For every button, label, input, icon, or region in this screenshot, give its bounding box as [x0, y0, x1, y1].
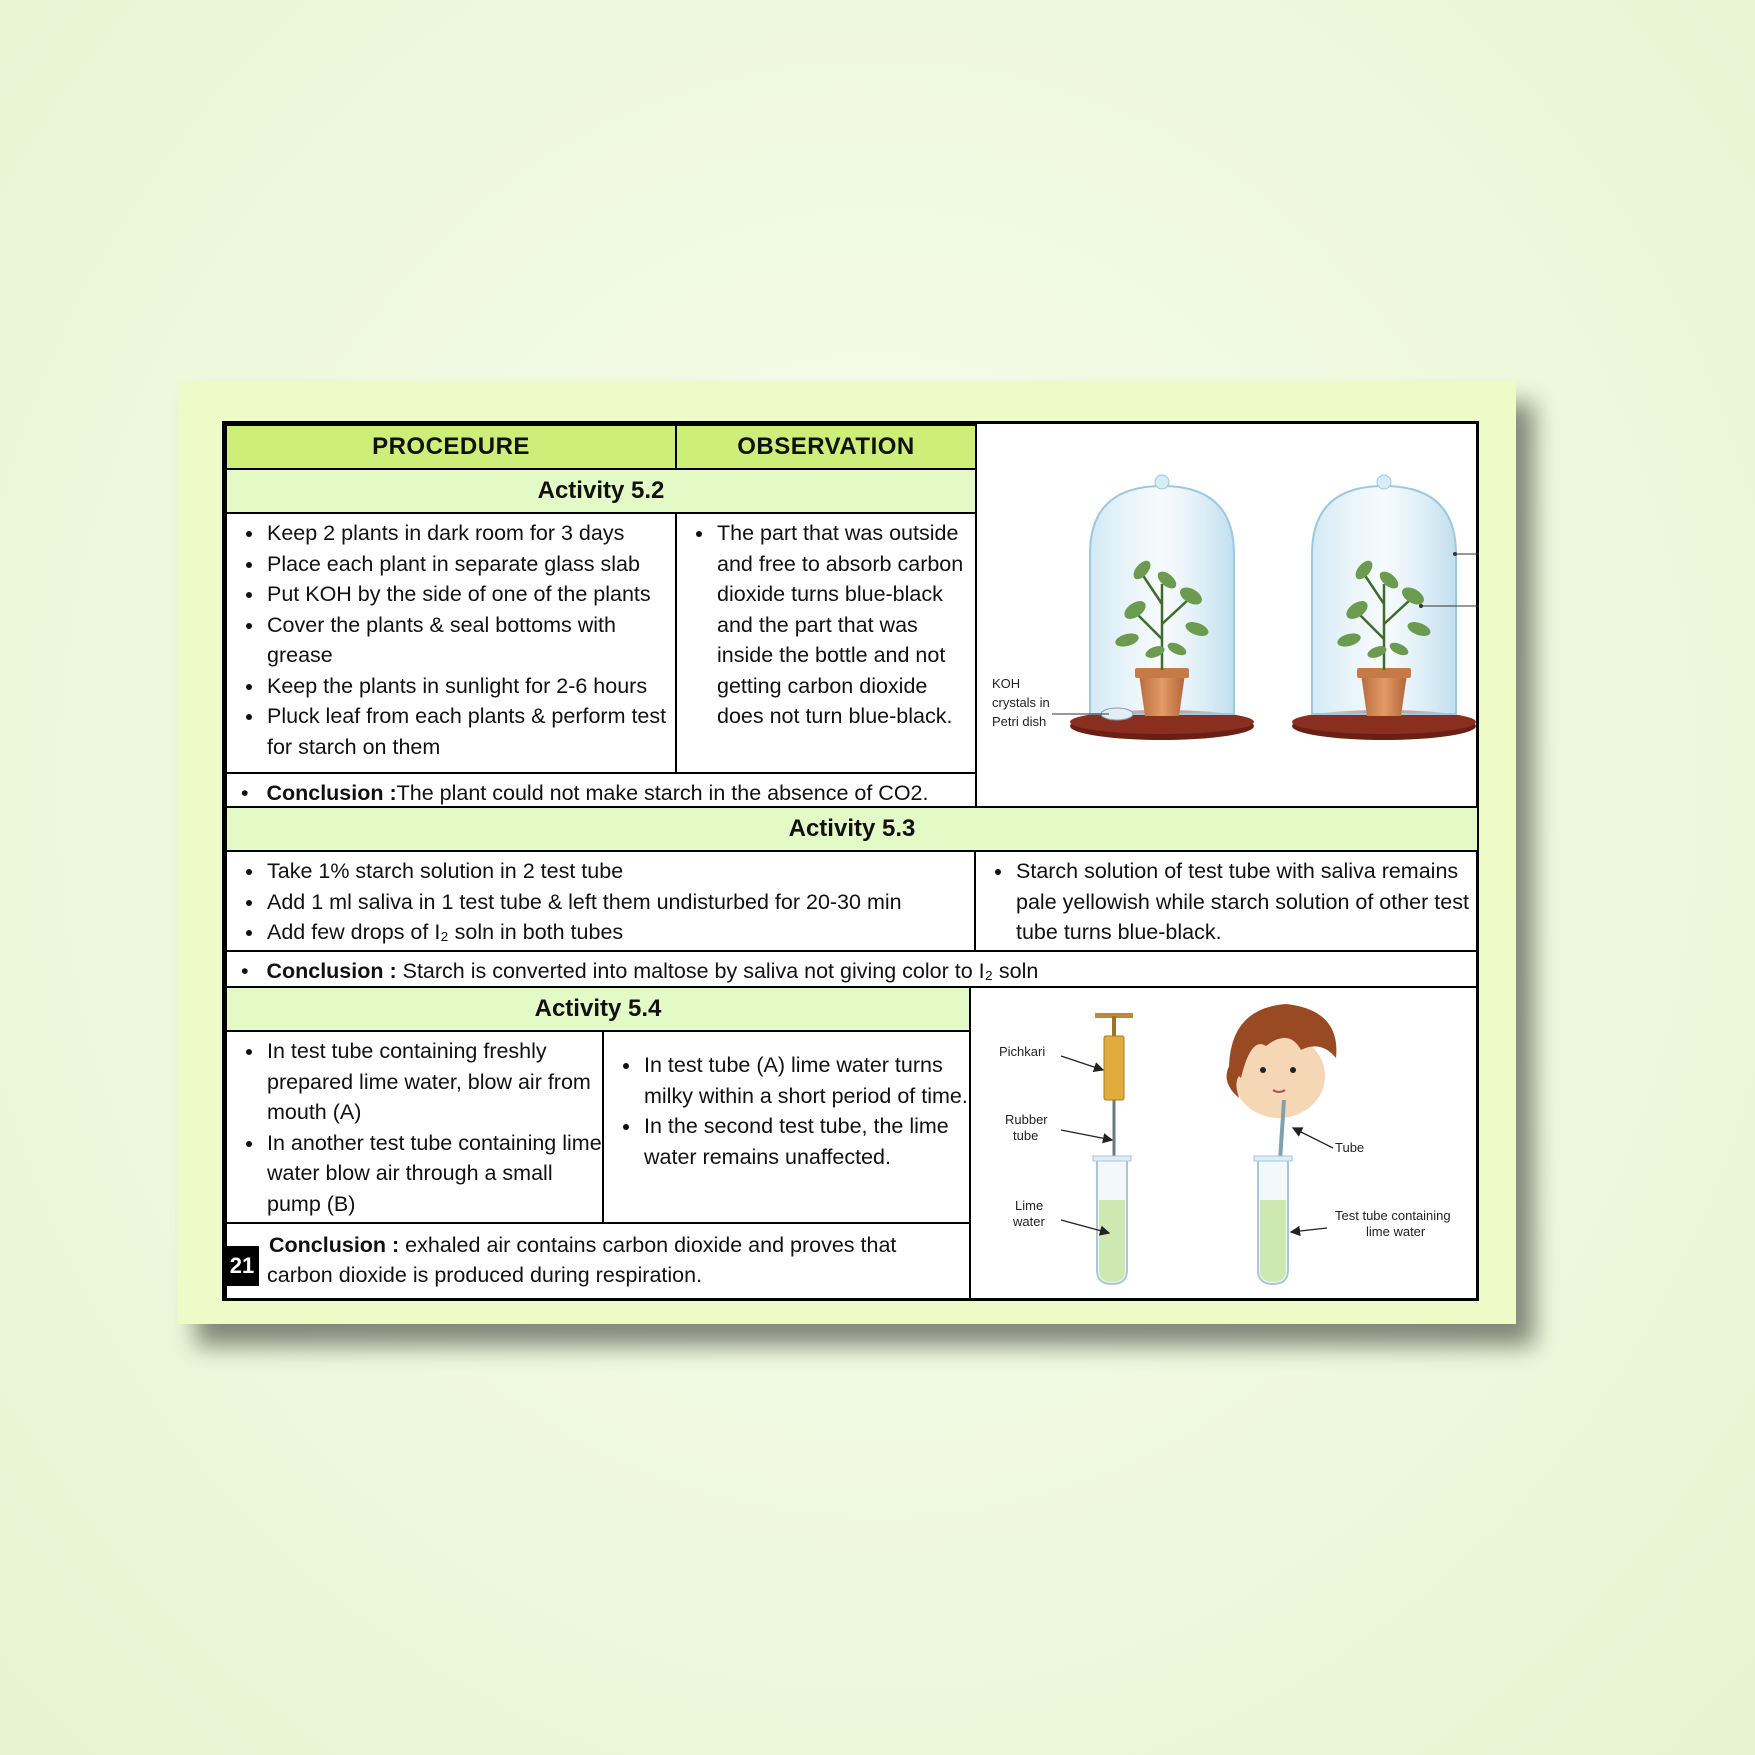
conclusion-label: Conclusion : — [266, 959, 397, 983]
koh-label-line3: Petri dish — [992, 714, 1047, 729]
tube-label: Tube — [1335, 1140, 1365, 1155]
activity-5-2-procedure — [225, 512, 677, 774]
procedure-list — [227, 1036, 602, 1219]
bell-jar-figure — [975, 424, 1479, 808]
procedure-step: • Place each plant in separate glass slab — [265, 549, 675, 580]
activity-5-3-procedure — [225, 850, 976, 952]
koh-label-line1: KOH — [992, 676, 1021, 691]
bell-jar-illustration — [977, 424, 1479, 808]
observation-list — [604, 1050, 969, 1172]
boy-blowing-setup — [1227, 1004, 1337, 1284]
procedure-header: PROCEDURE — [225, 424, 677, 470]
conclusion-label: Conclusion : — [269, 1233, 400, 1257]
procedure-step: • In another test tube containing lime water blow air through a small pump (B) — [265, 1128, 602, 1220]
activity-5-4-observation — [602, 1030, 971, 1224]
procedure-step: • In test tube containing freshly prepared lime water, blow air from mouth (A) — [265, 1036, 602, 1128]
lime-water-illustration — [971, 988, 1479, 1301]
activity-5-2-observation — [675, 512, 977, 774]
procedure-step: • Cover the plants & seal bottoms with grease — [265, 610, 675, 671]
conclusion-text-line1: exhaled air contains carbon dioxide and proves that — [399, 1233, 897, 1257]
conclusion-text-line2: carbon dioxide is produced during respiration. — [267, 1263, 703, 1287]
procedure-step: • Keep 2 plants in dark room for 3 days — [265, 518, 675, 549]
conclusion-text: Starch is converted into maltose by saliva not giving color to I₂ soln — [396, 959, 1039, 983]
lime-water-label-2: water — [1013, 1214, 1045, 1229]
activity-5-3-conclusion: • Conclusion : Starch is converted into maltose by saliva not giving color to I₂ soln — [225, 950, 1479, 988]
rubber-tube-label-1: Rubber — [1005, 1112, 1048, 1127]
activity-5-4-procedure — [225, 1030, 604, 1224]
procedure-step: • Keep the plants in sunlight for 2-6 hours — [265, 671, 675, 702]
pichkari-setup — [1093, 1013, 1133, 1284]
test-tube-label-2: lime water — [1366, 1224, 1426, 1239]
observation-list — [976, 856, 1477, 948]
activity-5-2-conclusion: • Conclusion :The plant could not make starch in the absence of CO2. — [225, 772, 977, 808]
activity-5-3-observation — [974, 850, 1479, 952]
procedure-step: • Put KOH by the side of one of the plants — [265, 579, 675, 610]
activity-5-4-conclusion — [225, 1222, 971, 1301]
procedure-step: • Add few drops of I₂ soln in both tubes — [265, 917, 974, 948]
observation-header: OBSERVATION — [675, 424, 977, 470]
procedure-step: • Pluck leaf from each plants & perform test for starch on them — [265, 701, 675, 762]
observation-list — [677, 518, 975, 732]
procedure-step: • Add 1 ml saliva in 1 test tube & left them undisturbed for 20-30 min — [265, 887, 974, 918]
pichkari-label: Pichkari — [999, 1044, 1046, 1059]
activity-5-2-title: Activity 5.2 — [225, 468, 977, 514]
observation-item: • In the second test tube, the lime water remains unaffected. — [642, 1111, 969, 1172]
page-number: 21 — [225, 1246, 259, 1286]
lime-water-figure — [969, 986, 1479, 1301]
conclusion-text: The plant could not make starch in the absence of CO2. — [396, 781, 929, 805]
procedure-step: • Take 1% starch solution in 2 test tube — [265, 856, 974, 887]
observation-item: • Starch solution of test tube with saliva remains pale yellowish while starch solution of other test tube turns blue-black. — [1014, 856, 1477, 948]
observation-item: • The part that was outside and free to absorb carbon dioxide turns blue-black and the part that was inside the bottle and not getting carbon dioxide does not turn blue-black. — [715, 518, 973, 732]
activity-5-4-title: Activity 5.4 — [225, 986, 971, 1032]
observation-item: • In test tube (A) lime water turns milky within a short period of time. — [642, 1050, 969, 1111]
activity-table — [222, 421, 1479, 1301]
procedure-list — [227, 856, 974, 948]
bell-jar-with-koh — [1052, 475, 1254, 740]
conclusion-label: Conclusion : — [266, 781, 397, 805]
test-tube-label-1: Test tube containing — [1335, 1208, 1451, 1223]
rubber-tube-label-2: tube — [1013, 1128, 1039, 1143]
lime-water-label-1: Lime — [1015, 1198, 1044, 1213]
activity-5-3-title: Activity 5.3 — [225, 806, 1479, 852]
bell-jar-without-koh — [1292, 475, 1479, 740]
procedure-list — [227, 518, 675, 762]
koh-label-line2: crystals in — [992, 695, 1050, 710]
